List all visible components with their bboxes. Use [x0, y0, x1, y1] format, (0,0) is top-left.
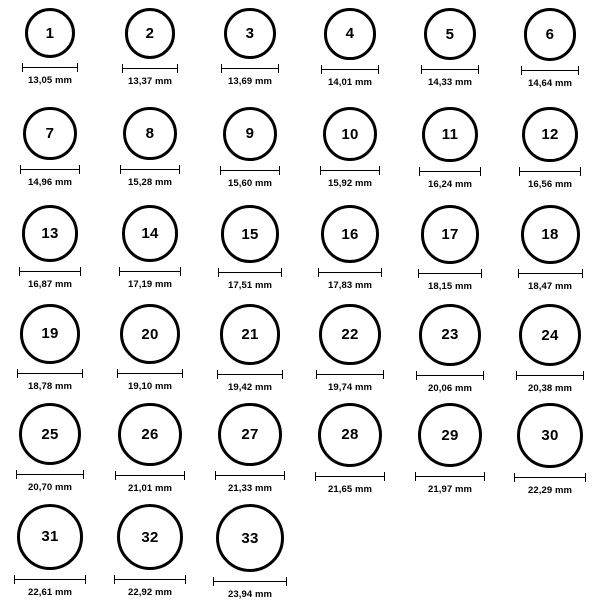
- ring-diameter-label: 19,74 mm: [327, 382, 373, 394]
- ring-cell: [500, 197, 600, 296]
- ring-diameter-label: 19,10 mm: [127, 381, 173, 393]
- ring-cell: [100, 296, 200, 395]
- dimension-line: [122, 68, 179, 69]
- dimension-marker: [220, 166, 280, 175]
- dimension-marker: [14, 575, 86, 584]
- dimension-marker: [221, 64, 278, 73]
- ring-circle: [422, 107, 477, 162]
- ring-cell: [100, 197, 200, 296]
- dimension-marker: [122, 64, 179, 73]
- ring-diameter-label: 21,97 mm: [427, 484, 473, 496]
- ring-circle: [122, 205, 179, 262]
- dimension-line: [521, 70, 580, 71]
- ring-size-number: 24: [541, 326, 559, 344]
- dimension-line: [114, 579, 186, 580]
- ring-size-number: 17: [441, 226, 459, 244]
- ring-cell: [300, 197, 400, 296]
- dimension-line: [321, 69, 379, 70]
- ring-circle: [318, 403, 382, 467]
- ring-circle: [20, 304, 80, 364]
- dimension-line: [416, 375, 484, 376]
- ring-circle: [424, 8, 476, 60]
- ring-diameter-label: 20,38 mm: [527, 383, 573, 395]
- ring-cell: [300, 395, 400, 496]
- ring-diameter-label: 19,42 mm: [227, 381, 273, 393]
- ring-circle: [19, 403, 82, 466]
- dimension-marker: [17, 369, 83, 378]
- ring-diameter-label: 18,47 mm: [527, 281, 573, 293]
- ring-circle: [17, 504, 83, 570]
- ring-circle: [218, 403, 282, 467]
- ring-cell: [400, 296, 500, 395]
- dimension-line: [16, 474, 85, 475]
- ring-cell: [500, 99, 600, 198]
- ring-cell: [100, 99, 200, 198]
- ring-diameter-label: 20,06 mm: [427, 382, 473, 394]
- ring-cell: [300, 296, 400, 395]
- dimension-marker: [514, 473, 585, 482]
- ring-cell: [300, 0, 400, 99]
- ring-cell: [0, 296, 100, 395]
- dimension-line: [119, 271, 182, 272]
- ring-circle: [125, 8, 176, 59]
- ring-circle: [517, 403, 582, 468]
- ring-size-number: 6: [545, 25, 555, 43]
- dimension-marker: [114, 575, 186, 584]
- ring-circle: [118, 403, 181, 466]
- ring-size-number: 15: [241, 225, 259, 243]
- dimension-marker: [318, 268, 382, 277]
- ring-circle: [321, 205, 379, 263]
- ring-size-number: 18: [541, 226, 559, 244]
- dimension-marker: [218, 268, 281, 277]
- dimension-marker: [518, 269, 583, 278]
- dimension-line: [117, 373, 183, 374]
- ring-diameter-label: 14,33 mm: [427, 77, 473, 89]
- ring-diameter-label: 21,65 mm: [327, 483, 373, 495]
- dimension-line: [17, 373, 83, 374]
- ring-size-number: 13: [41, 224, 59, 242]
- ring-diameter-label: 13,05 mm: [27, 75, 73, 86]
- ring-circle: [117, 504, 183, 570]
- ring-cell: [0, 395, 100, 496]
- ring-diameter-label: 13,37 mm: [127, 75, 173, 87]
- ring-diameter-label: 17,83 mm: [327, 280, 373, 292]
- ring-size-number: 29: [441, 426, 459, 444]
- dimension-marker: [20, 165, 79, 174]
- ring-diameter-label: 18,15 mm: [427, 280, 473, 292]
- ring-circle: [23, 107, 76, 160]
- dimension-marker: [120, 165, 180, 174]
- dimension-marker: [416, 371, 484, 380]
- ring-cell: [500, 0, 600, 99]
- ring-cell: [100, 0, 200, 99]
- dimension-line: [421, 69, 479, 70]
- ring-circle: [519, 304, 581, 366]
- ring-circle: [421, 205, 479, 263]
- ring-circle: [522, 107, 578, 163]
- ring-cell: [100, 496, 200, 600]
- ring-circle: [216, 504, 284, 572]
- dimension-marker: [316, 370, 383, 379]
- dimension-marker: [320, 166, 381, 175]
- ring-cell: [0, 0, 100, 99]
- ring-size-number: 27: [241, 426, 259, 444]
- ring-cell: [500, 296, 600, 395]
- ring-size-number: 20: [141, 325, 159, 343]
- ring-size-number: 16: [341, 225, 359, 243]
- ring-cell: [400, 197, 500, 296]
- ring-size-number: 31: [41, 528, 59, 546]
- dimension-line: [320, 170, 381, 171]
- ring-diameter-label: 23,94 mm: [227, 589, 273, 600]
- dimension-line: [217, 374, 284, 375]
- ring-size-number: 26: [141, 425, 159, 443]
- ring-diameter-label: 21,01 mm: [127, 482, 173, 494]
- dimension-line: [215, 475, 285, 476]
- ring-size-number: 21: [241, 325, 259, 343]
- ring-cell: [100, 395, 200, 496]
- ring-diameter-label: 16,87 mm: [27, 278, 73, 290]
- dimension-line: [213, 581, 287, 582]
- ring-size-number: 8: [145, 125, 155, 143]
- dimension-line: [22, 67, 78, 68]
- ring-diameter-label: 17,51 mm: [227, 279, 273, 291]
- dimension-marker: [321, 65, 379, 74]
- ring-size-number: 25: [41, 425, 59, 443]
- dimension-marker: [315, 472, 385, 481]
- dimension-line: [20, 169, 79, 170]
- ring-circle: [221, 205, 278, 262]
- ring-cell: [0, 197, 100, 296]
- dimension-marker: [421, 65, 479, 74]
- dimension-line: [419, 171, 480, 172]
- dimension-marker: [213, 577, 287, 586]
- dimension-line: [19, 271, 81, 272]
- dimension-marker: [215, 471, 285, 480]
- ring-size-number: 14: [141, 225, 159, 243]
- ring-size-number: 5: [445, 25, 455, 43]
- ring-size-number: 23: [441, 326, 459, 344]
- dimension-marker: [521, 66, 580, 75]
- dimension-line: [14, 579, 86, 580]
- ring-cell: [400, 99, 500, 198]
- ring-size-number: 7: [45, 124, 55, 142]
- ring-size-number: 30: [541, 426, 559, 444]
- ring-diameter-label: 14,64 mm: [527, 77, 573, 89]
- ring-circle: [220, 304, 281, 365]
- ring-size-number: 2: [145, 24, 155, 42]
- dimension-marker: [16, 470, 85, 479]
- dimension-marker: [519, 167, 581, 176]
- ring-circle: [223, 107, 277, 161]
- ring-cell: [300, 99, 400, 198]
- ring-size-number: 19: [41, 325, 59, 343]
- ring-cell: [200, 197, 300, 296]
- ring-circle: [418, 403, 483, 468]
- ring-circle: [25, 8, 75, 58]
- ring-circle: [323, 107, 378, 162]
- dimension-line: [514, 477, 585, 478]
- ring-diameter-label: 16,24 mm: [427, 178, 473, 190]
- dimension-line: [519, 171, 581, 172]
- ring-cell: [200, 296, 300, 395]
- dimension-marker: [19, 267, 81, 276]
- ring-cell: [0, 99, 100, 198]
- ring-diameter-label: 15,60 mm: [227, 177, 273, 189]
- ring-diameter-label: 14,01 mm: [327, 76, 373, 88]
- dimension-line: [516, 375, 584, 376]
- ring-diameter-label: 15,28 mm: [127, 177, 173, 189]
- ring-diameter-label: 15,92 mm: [327, 178, 373, 190]
- ring-size-number: 32: [141, 528, 159, 546]
- ring-cell: [200, 496, 300, 600]
- ring-size-number: 28: [341, 426, 359, 444]
- ring-cell: [200, 395, 300, 496]
- ring-diameter-label: 13,69 mm: [227, 76, 273, 88]
- dimension-line: [221, 68, 278, 69]
- dimension-line: [120, 169, 180, 170]
- ring-circle: [324, 8, 376, 60]
- ring-cell: [0, 496, 100, 600]
- dimension-line: [218, 272, 281, 273]
- ring-diameter-label: 22,29 mm: [527, 485, 573, 496]
- dimension-line: [316, 374, 383, 375]
- ring-cell: [500, 395, 600, 496]
- ring-size-number: 10: [341, 125, 359, 143]
- ring-size-number: 22: [341, 326, 359, 344]
- dimension-marker: [419, 167, 480, 176]
- ring-diameter-label: 21,33 mm: [227, 483, 273, 495]
- dimension-line: [518, 273, 583, 274]
- ring-cell: [400, 395, 500, 496]
- ring-size-number: 12: [541, 126, 559, 144]
- dimension-marker: [217, 370, 284, 379]
- dimension-line: [115, 475, 184, 476]
- dimension-marker: [115, 471, 184, 480]
- ring-diameter-label: 18,78 mm: [27, 380, 73, 392]
- ring-cell: [200, 0, 300, 99]
- ring-diameter-label: 14,96 mm: [27, 176, 73, 188]
- ring-diameter-label: 22,92 mm: [127, 587, 173, 599]
- ring-circle: [319, 304, 380, 365]
- ring-diameter-label: 20,70 mm: [27, 482, 73, 494]
- ring-size-number: 11: [441, 125, 459, 143]
- ring-cell: [400, 0, 500, 99]
- dimension-marker: [119, 267, 182, 276]
- dimension-marker: [22, 63, 78, 72]
- dimension-line: [415, 476, 486, 477]
- dimension-line: [315, 476, 385, 477]
- dimension-line: [418, 273, 482, 274]
- ring-size-number: 1: [45, 24, 55, 42]
- dimension-marker: [117, 369, 183, 378]
- ring-cell: [200, 99, 300, 198]
- ring-size-number: 9: [245, 125, 255, 143]
- dimension-marker: [516, 371, 584, 380]
- ring-circle: [120, 304, 180, 364]
- ring-size-number: 3: [245, 25, 255, 43]
- ring-size-number: 33: [241, 529, 259, 547]
- ring-circle: [524, 8, 577, 61]
- dimension-marker: [418, 269, 482, 278]
- ring-circle: [521, 205, 580, 264]
- ring-circle: [22, 205, 78, 261]
- ring-circle: [123, 107, 177, 161]
- dimension-line: [220, 170, 280, 171]
- ring-circle: [224, 8, 275, 59]
- dimension-line: [318, 272, 382, 273]
- ring-circle: [419, 304, 481, 366]
- ring-diameter-label: 22,61 mm: [27, 586, 73, 598]
- ring-diameter-label: 16,56 mm: [527, 179, 573, 191]
- dimension-marker: [415, 472, 486, 481]
- ring-size-number: 4: [345, 25, 355, 43]
- ring-diameter-label: 17,19 mm: [127, 279, 173, 291]
